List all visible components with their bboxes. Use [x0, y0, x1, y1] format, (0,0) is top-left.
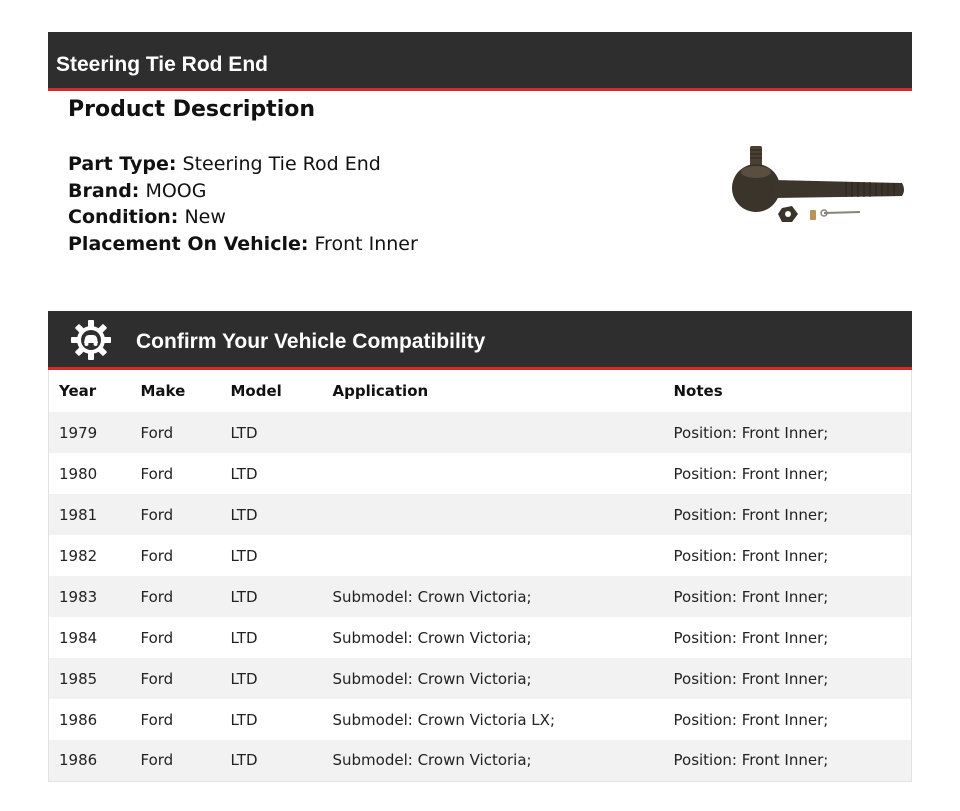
table-row — [49, 576, 912, 617]
spec-list — [68, 151, 418, 257]
table-row — [49, 658, 912, 699]
cell-model: LTD — [230, 587, 258, 606]
cell-model: LTD — [230, 505, 258, 524]
spec-label: Part Type: — [68, 153, 177, 175]
column-header-make: Make — [140, 382, 186, 400]
spec-part-type — [68, 151, 418, 178]
grease-fitting — [810, 210, 816, 220]
cell-application — [323, 412, 664, 453]
compatibility-title: Confirm Your Vehicle Compatibility — [136, 330, 486, 353]
cell-make: Ford — [140, 751, 174, 770]
cell-application: Submodel: Crown Victoria; — [332, 669, 532, 688]
cell-notes: Position: Front Inner; — [673, 423, 829, 442]
cell-model: LTD — [230, 423, 258, 442]
cell-year: 1983 — [59, 587, 98, 606]
cell-make: Ford — [140, 587, 174, 606]
spec-value: New — [184, 206, 226, 228]
spec-label: Brand: — [68, 179, 140, 202]
cell-notes: Position: Front Inner; — [673, 505, 829, 524]
spec-value: Steering Tie Rod End — [182, 153, 381, 175]
cell-notes: Position: Front Inner; — [673, 710, 829, 729]
cell-model: LTD — [230, 628, 258, 647]
spec-label: Condition: — [68, 206, 179, 228]
product-description-heading: Product Description — [68, 97, 316, 122]
spec-placement — [68, 231, 418, 258]
cell-year: 1985 — [59, 669, 98, 688]
cell-year: 1981 — [59, 505, 98, 524]
cell-notes: Position: Front Inner; — [673, 751, 829, 770]
product-title-banner — [48, 32, 912, 91]
cell-year: 1980 — [59, 464, 98, 483]
cell-make: Ford — [140, 505, 174, 524]
spec-label: Placement On Vehicle: — [68, 232, 309, 255]
spec-value: MOOG — [145, 179, 207, 202]
compatibility-table — [48, 370, 912, 782]
table-row — [49, 617, 912, 658]
column-header-year: Year — [59, 382, 97, 400]
cell-model: LTD — [230, 751, 258, 770]
cell-model: LTD — [230, 710, 258, 729]
compatibility-banner — [48, 311, 912, 370]
table-row — [49, 740, 912, 781]
cell-model: LTD — [230, 546, 258, 565]
cell-application — [323, 535, 664, 576]
table-row — [49, 453, 912, 494]
cell-make: Ford — [140, 423, 174, 442]
cotter-pin — [824, 212, 860, 213]
column-header-model: Model — [230, 382, 282, 400]
cell-application: Submodel: Crown Victoria; — [332, 587, 532, 606]
cell-application — [323, 494, 664, 535]
spec-value: Front Inner — [314, 232, 418, 255]
spec-condition — [68, 204, 418, 231]
spec-brand — [68, 178, 418, 205]
cell-notes: Position: Front Inner; — [673, 464, 829, 483]
table-row — [49, 699, 912, 740]
cell-notes: Position: Front Inner; — [673, 587, 829, 606]
cell-notes: Position: Front Inner; — [673, 669, 829, 688]
table-row — [49, 535, 912, 576]
cell-application — [323, 453, 664, 494]
cell-year: 1984 — [59, 628, 98, 647]
product-title: Steering Tie Rod End — [56, 53, 268, 76]
cell-year: 1982 — [59, 546, 98, 565]
cell-application: Submodel: Crown Victoria LX; — [332, 710, 555, 729]
shaft — [774, 180, 904, 198]
cell-model: LTD — [230, 464, 258, 483]
table-header-row — [49, 370, 912, 412]
cell-make: Ford — [140, 546, 174, 565]
cell-application: Submodel: Crown Victoria; — [332, 751, 532, 770]
cell-notes: Position: Front Inner; — [673, 628, 829, 647]
cell-make: Ford — [140, 710, 174, 729]
column-header-notes: Notes — [673, 382, 723, 400]
table-row — [49, 494, 912, 535]
cell-year: 1986 — [59, 710, 98, 729]
cell-model: LTD — [230, 669, 258, 688]
table-row — [49, 412, 912, 453]
cell-notes: Position: Front Inner; — [673, 546, 829, 565]
cell-application: Submodel: Crown Victoria; — [332, 628, 532, 647]
cell-make: Ford — [140, 628, 174, 647]
cell-make: Ford — [140, 464, 174, 483]
cell-year: 1979 — [59, 423, 98, 442]
cell-make: Ford — [140, 669, 174, 688]
column-header-application: Application — [332, 382, 429, 400]
cell-year: 1986 — [59, 751, 98, 770]
product-image — [726, 140, 910, 232]
gear-car-icon — [70, 319, 112, 361]
